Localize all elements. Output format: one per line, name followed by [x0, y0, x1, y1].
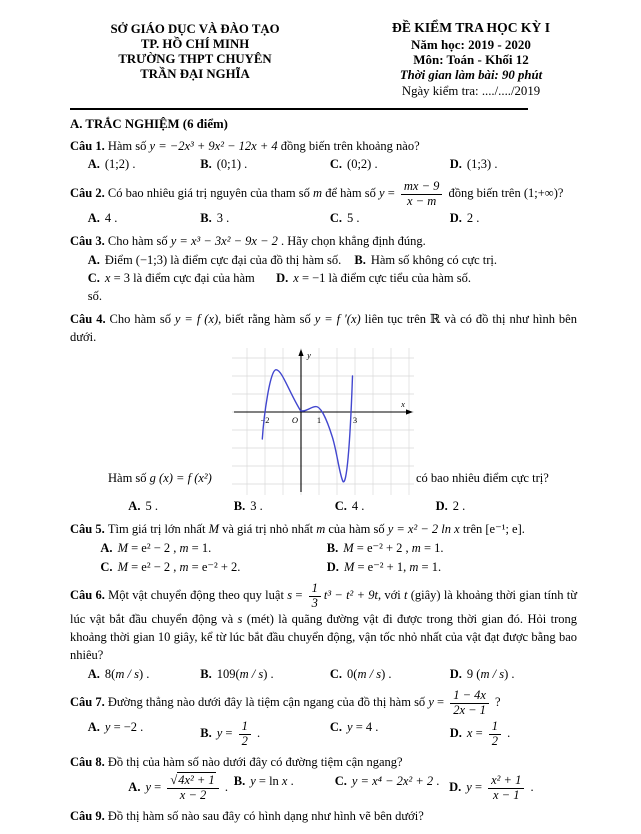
option-value	[371, 253, 497, 267]
text-run: .	[287, 774, 294, 789]
fraction-numerator: mx − 9	[401, 180, 443, 195]
sqrt-icon: √	[170, 773, 178, 788]
text-run: có bao nhiêu điểm cực trị?	[416, 470, 549, 485]
figure-row	[70, 348, 577, 495]
option-value	[347, 720, 378, 734]
question-6	[70, 581, 577, 683]
option-C	[100, 559, 326, 577]
option-D	[327, 559, 546, 577]
question-5	[70, 521, 577, 576]
text-run: đồng biến trên (1;+∞)?	[445, 186, 564, 201]
text-run: = e⁻² + 1,	[354, 559, 410, 574]
text-run: Điểm (−1;3) là điểm cực đại của đồ thị hàm số.	[104, 252, 342, 267]
option-value	[293, 271, 471, 285]
option-label: D.	[449, 726, 462, 741]
text-run: .	[433, 774, 440, 789]
question-label: Câu 4.	[70, 311, 110, 326]
text-run: (0;2) .	[347, 157, 378, 172]
math-run: x	[466, 726, 473, 741]
fraction-numerator: 1 − 4x	[450, 689, 489, 704]
question-4	[70, 311, 577, 516]
text-run: 5 .	[347, 211, 360, 226]
text-run: Cho hàm số	[109, 311, 175, 326]
text-run: (0;1) .	[216, 157, 248, 172]
section-title: A. TRẮC NGHIỆM (6 điểm)	[70, 116, 228, 131]
option-C	[335, 773, 449, 803]
option-value	[118, 541, 212, 555]
text-run: 3 .	[250, 499, 263, 514]
option-value	[466, 773, 534, 802]
option-D	[449, 773, 557, 803]
text-run: .	[253, 726, 261, 741]
text-run: Hàm số	[107, 138, 150, 153]
school-line: TRẦN ĐẠI NGHĨA	[140, 67, 250, 82]
option-label: B.	[233, 499, 246, 514]
option-label: D.	[276, 271, 289, 286]
question-body	[70, 179, 577, 209]
text-run: 4 .	[351, 499, 365, 514]
y-axis-arrow-icon	[298, 349, 303, 356]
text-run: Cho hàm số	[107, 233, 171, 248]
math-run: m / s	[357, 666, 382, 681]
option-label: A.	[128, 780, 141, 795]
exam-header	[70, 20, 577, 100]
fraction	[401, 180, 443, 208]
exam-info-block	[365, 20, 577, 100]
option-C	[330, 156, 450, 174]
text-run: . Hãy chọn khẳng định đúng.	[277, 233, 426, 248]
option-label: A.	[87, 252, 100, 267]
text-run: (giây) là khoảng thời gian tính từ lúc vật bắt đầu chuyển động và	[70, 588, 577, 627]
fraction-numerator: 1	[309, 582, 321, 597]
option-label: C.	[334, 774, 347, 789]
option-label: C.	[334, 499, 347, 514]
math-run: m	[409, 559, 419, 574]
text-run: = 1.	[420, 540, 444, 555]
text-run: =	[384, 186, 398, 201]
graph-label: −2	[260, 415, 270, 426]
option-label: B.	[200, 157, 212, 172]
option-D	[436, 498, 544, 516]
text-run: Đồ thị của hàm số nào dưới đây có đường tiệm cận ngang?	[107, 755, 403, 770]
option-label: D.	[435, 499, 448, 514]
options-row	[70, 559, 577, 577]
option-B	[200, 666, 330, 684]
fraction-denominator: x − 1	[493, 787, 520, 802]
option-B	[234, 498, 335, 516]
text-run: =	[471, 780, 486, 795]
text-run: = 1.	[188, 540, 212, 555]
graph-label: 1	[316, 415, 322, 426]
math-run: y	[104, 720, 111, 735]
option-A	[88, 156, 201, 174]
options-row	[70, 210, 577, 228]
math-run: y	[428, 695, 434, 710]
exam-info-line: Môn: Toán - Khối 12	[413, 52, 529, 68]
math-run: y = f ′(x)	[314, 311, 361, 326]
option-A	[100, 540, 326, 558]
option-B	[354, 252, 569, 270]
fraction-denominator: x − m	[407, 193, 437, 208]
option-C	[335, 498, 436, 516]
math-run: x	[281, 774, 288, 789]
option-A	[88, 719, 201, 749]
school-block	[70, 20, 320, 100]
text-run: ) .	[504, 666, 515, 681]
math-run: m	[179, 540, 189, 555]
option-C	[330, 666, 450, 684]
question-label: Câu 3.	[70, 233, 108, 248]
question-label: Câu 6.	[70, 588, 109, 603]
text-run: 109(	[216, 666, 240, 681]
option-value	[216, 719, 261, 748]
option-value	[250, 499, 263, 513]
option-label: D.	[449, 211, 462, 226]
text-run: Hàm số không có cực trị.	[370, 252, 498, 267]
text-run: = ln	[255, 774, 282, 789]
options-row	[70, 540, 577, 558]
option-label: A.	[87, 211, 100, 226]
option-A	[128, 498, 233, 516]
text-run: 4 .	[104, 211, 118, 226]
text-run: 9 (	[466, 666, 481, 681]
text-run: = 4 .	[352, 720, 379, 735]
text-run: =	[472, 726, 486, 741]
option-value	[145, 499, 158, 513]
text-run: 8(	[104, 666, 116, 681]
text-run: liên tục trên ℝ và có đồ thị như hình bên dưới.	[70, 311, 577, 344]
option-value	[466, 719, 511, 748]
option-C	[330, 210, 450, 228]
math-run: m	[179, 559, 189, 574]
school-line: TRƯỜNG THPT CHUYÊN	[118, 52, 272, 67]
option-label: D.	[326, 559, 339, 574]
math-run: M	[343, 540, 354, 555]
math-run: M	[117, 559, 128, 574]
text-run: = e⁻² + 2.	[188, 559, 241, 574]
figure-caption-left	[108, 470, 232, 496]
option-label: B.	[326, 540, 339, 555]
option-label: C.	[329, 666, 343, 681]
text-run: =	[151, 780, 165, 795]
option-value	[250, 774, 294, 788]
option-D	[450, 666, 567, 684]
option-D	[450, 210, 567, 228]
text-run: Một vật chuyển động theo quy luật	[108, 588, 288, 603]
question-body	[70, 688, 577, 718]
option-value	[105, 720, 143, 734]
options-row	[70, 498, 577, 516]
question-3	[70, 233, 577, 306]
text-run: trên [e⁻¹; e].	[459, 522, 525, 537]
option-value	[217, 667, 274, 681]
option-value	[88, 271, 255, 303]
text-run: .	[527, 780, 534, 795]
fraction-denominator: x − 2	[179, 787, 207, 802]
questions-list	[70, 138, 577, 826]
fraction-denominator: 2	[491, 733, 499, 748]
fraction	[450, 689, 489, 717]
option-value	[467, 667, 515, 681]
options-row	[70, 270, 577, 306]
option-label: B.	[200, 666, 212, 681]
text-run: Đường thẳng nào dưới đây là tiệm cận ngang của đồ thị hàm số	[107, 695, 429, 710]
math-run: y	[379, 186, 385, 201]
radicand: 4x² + 1	[178, 773, 215, 788]
question-label: Câu 7.	[70, 695, 108, 710]
text-run: =	[222, 726, 236, 741]
math-run: y = f (x)	[174, 311, 219, 326]
option-A	[88, 252, 355, 270]
text-run: .	[221, 780, 228, 795]
fraction-denominator: 2x − 1	[453, 702, 486, 717]
text-run: Tìm giá trị lớn nhất	[107, 522, 209, 537]
question-body	[70, 311, 577, 347]
option-value	[344, 560, 441, 574]
option-value	[145, 773, 228, 802]
option-label: B.	[200, 726, 212, 741]
text-run: ?	[491, 695, 501, 710]
text-run: =	[433, 695, 448, 710]
text-run: = −1 là điểm cực tiểu của hàm số.	[298, 271, 472, 286]
fraction-denominator: 3	[311, 595, 318, 610]
fraction	[488, 774, 524, 802]
text-run: và giá trị nhỏ nhất	[218, 522, 317, 537]
graph-label: y	[307, 350, 311, 361]
text-run: để hàm số	[322, 186, 379, 201]
exam-info-line: Năm học: 2019 - 2020	[411, 36, 531, 52]
text-run: Đồ thị hàm số nào sau đây có hình dạng như hình vẽ bên dưới?	[107, 809, 424, 824]
graph-label: O	[291, 415, 299, 426]
math-run: x	[104, 271, 111, 286]
figure-caption-right	[416, 470, 549, 496]
question-body	[70, 581, 577, 664]
option-value	[352, 774, 440, 788]
option-label: C.	[329, 157, 343, 172]
options-row	[70, 719, 577, 749]
option-B	[200, 156, 330, 174]
option-label: D.	[449, 157, 462, 172]
math-run: m / s	[480, 666, 505, 681]
text-run: 5 .	[145, 499, 158, 514]
question-body	[70, 233, 577, 251]
option-B	[200, 719, 330, 749]
graph-label: 3	[352, 415, 358, 426]
question-body	[70, 138, 577, 156]
text-run: .	[504, 726, 511, 741]
option-label: B.	[233, 774, 246, 789]
option-value	[105, 211, 118, 225]
math-run: y	[216, 726, 223, 741]
question-body	[70, 521, 577, 539]
math-run: y = x⁴ − 2x² + 2	[351, 774, 434, 789]
math-run: m / s	[115, 666, 139, 681]
option-value	[343, 541, 443, 555]
text-run: của hàm số	[325, 522, 388, 537]
option-B	[327, 540, 546, 558]
text-run: (1;3) .	[466, 157, 498, 172]
math-run: x	[293, 271, 299, 286]
option-value	[467, 211, 480, 225]
text-run: 0(	[347, 666, 358, 681]
text-run: Có bao nhiêu giá trị nguyên của tham số	[107, 186, 314, 201]
math-run: y	[250, 774, 256, 789]
fraction-denominator: 2	[241, 733, 248, 748]
options-row	[70, 252, 577, 270]
math-run: y = x³ − 3x² − 9x − 2	[170, 233, 278, 248]
exam-info-line: ĐỀ KIỂM TRA HỌC KỲ I	[392, 20, 550, 35]
question-2	[70, 179, 577, 228]
question-1	[70, 138, 577, 175]
option-value	[352, 499, 365, 513]
option-label: C.	[329, 720, 343, 735]
text-run: 3 .	[216, 211, 230, 226]
options-row	[70, 666, 577, 684]
fraction	[167, 774, 218, 802]
text-run: Hàm số	[108, 470, 150, 485]
text-run: , với	[378, 588, 404, 603]
text-run: (mét) là quãng đường vật đi được trong thời gian đó. Hỏi trong khoảng thời gian 10 giây, kể từ lúc bắt đầu chuyển động, vận tốc nhỏ nhất của vật đạt được bằng bao nhiêu?	[70, 612, 577, 662]
math-run: y	[145, 780, 152, 795]
fprime-graph	[232, 348, 414, 495]
option-value	[467, 157, 498, 171]
text-run: = 1.	[418, 559, 442, 574]
school-line: SỞ GIÁO DỤC VÀ ĐÀO TẠO	[110, 22, 280, 36]
option-label: A.	[100, 540, 113, 555]
math-run: y	[466, 780, 472, 795]
text-run: = e² − 2 ,	[127, 559, 180, 574]
text-run: = 3 là điểm cực đại của hàm số.	[87, 271, 255, 304]
option-B	[200, 210, 330, 228]
x-axis-arrow-icon	[406, 410, 413, 415]
question-label: Câu 5.	[70, 522, 108, 537]
math-run: s	[237, 612, 243, 627]
math-run: m	[313, 186, 323, 201]
math-run: M	[343, 559, 355, 574]
text-run: 2 .	[452, 499, 466, 514]
option-label: D.	[449, 666, 462, 681]
option-value	[347, 667, 391, 681]
question-body	[70, 808, 577, 826]
option-value	[347, 211, 360, 225]
option-value	[105, 667, 149, 681]
text-run: =	[292, 588, 306, 603]
option-value	[217, 211, 230, 225]
option-label: C.	[329, 211, 343, 226]
option-D	[450, 719, 567, 749]
fraction-numerator: x² + 1	[488, 774, 524, 789]
text-run: đồng biến trên khoảng nào?	[277, 138, 420, 153]
option-A	[128, 773, 233, 803]
option-value	[105, 157, 136, 171]
fraction-numerator: 1	[489, 720, 501, 735]
text-run: = e⁻² + 2 ,	[353, 540, 412, 555]
math-run: m	[316, 522, 326, 537]
text-run: 2 .	[466, 211, 480, 226]
fraction-numerator: 1	[239, 720, 251, 735]
options-row	[70, 773, 577, 803]
option-label: B.	[200, 211, 212, 226]
option-label: C.	[100, 559, 113, 574]
option-D	[276, 270, 560, 306]
option-C	[330, 719, 450, 749]
math-run: y = x² − 2 ln x	[387, 522, 460, 537]
option-A	[88, 666, 201, 684]
option-value	[105, 253, 341, 267]
exam-info-line: Ngày kiểm tra: ..../..../2019	[401, 83, 541, 98]
options-row	[70, 156, 577, 174]
option-label: A.	[87, 666, 100, 681]
question-7	[70, 688, 577, 749]
question-body	[70, 754, 577, 772]
fprime-curve	[262, 370, 352, 482]
text-run: = e² − 2 ,	[127, 540, 180, 555]
text-run: ) .	[381, 666, 392, 681]
header-divider	[70, 108, 528, 110]
text-run: = −2 .	[110, 720, 144, 735]
text-run: ) .	[138, 666, 150, 681]
math-run: y	[347, 720, 353, 735]
graph-label: x	[401, 399, 405, 410]
question-9	[70, 808, 577, 826]
math-run: M	[208, 522, 219, 537]
question-label: Câu 9.	[70, 809, 108, 824]
text-run: (1;2) .	[104, 157, 136, 172]
question-label: Câu 1.	[70, 138, 108, 153]
option-value	[217, 157, 248, 171]
option-label: C.	[87, 271, 100, 286]
question-label: Câu 8.	[70, 755, 108, 770]
question-label: Câu 2.	[70, 186, 108, 201]
fraction-numerator	[167, 774, 218, 789]
option-label: A.	[128, 499, 141, 514]
fraction	[489, 720, 501, 748]
fraction	[239, 720, 251, 748]
option-value	[453, 499, 466, 513]
exam-info-line: Thời gian làm bài: 90 phút	[399, 68, 543, 83]
text-run: ) .	[263, 666, 274, 681]
option-label: A.	[87, 157, 100, 172]
school-line: TP. HỒ CHÍ MINH	[140, 37, 250, 52]
math-run: y = −2x³ + 9x² − 12x + 4	[149, 138, 278, 153]
option-C	[88, 270, 276, 306]
option-label: A.	[87, 720, 100, 735]
text-run: , biết rằng hàm số	[218, 311, 315, 326]
option-value	[347, 157, 378, 171]
option-value	[118, 560, 241, 574]
option-B	[234, 773, 335, 803]
math-run: s	[287, 588, 293, 603]
option-label: D.	[449, 780, 462, 795]
option-label: B.	[354, 252, 366, 267]
math-run: m / s	[239, 666, 264, 681]
option-D	[450, 156, 567, 174]
math-run: t³ − t² + 9t	[323, 588, 378, 603]
math-run: g (x) = f (x²)	[149, 470, 212, 485]
fraction	[309, 582, 321, 610]
option-A	[88, 210, 201, 228]
math-run: M	[117, 540, 128, 555]
math-run: m	[411, 540, 421, 555]
math-run: t	[403, 588, 408, 603]
question-8	[70, 754, 577, 803]
